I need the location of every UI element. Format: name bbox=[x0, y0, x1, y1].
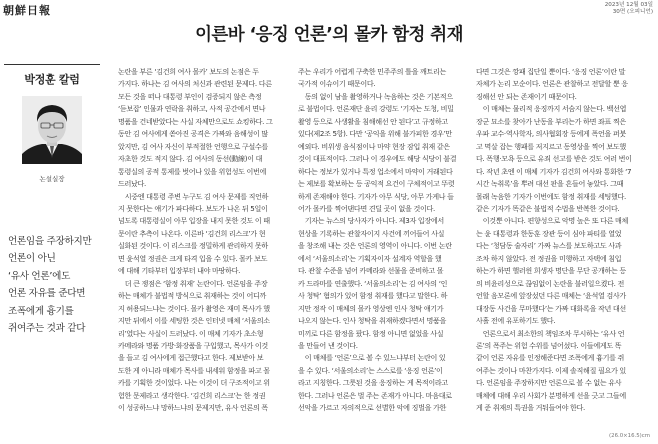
article-text-line: 게 준 취재의 특권을 거둬들여야 한다. bbox=[476, 403, 585, 413]
pull-quote bbox=[8, 233, 112, 337]
article-text-line: 것이 대표적이다. 그러나 이 경우에도 해당 식당이 불결 bbox=[298, 154, 457, 164]
article-text-line: 험한 문제라고 생각한다. ‘김건희 리스크’는 한 정권 bbox=[118, 390, 266, 400]
article-text-line: 이 성공하느냐 망하느냐의 문제지만, 유사 언론의 폭 bbox=[118, 403, 268, 413]
article-column-3 bbox=[476, 66, 648, 415]
article-text-line: 문이란 추측이 나온다. 이른바 ‘김건희 리스크’가 현 bbox=[118, 228, 266, 238]
article-text-line: 동안 김 여사에게 쏟아진 공격은 가짜와 음해성이 많 bbox=[118, 129, 268, 139]
article-text-line: 촬영 등으로 사생활을 침해해선 안 된다’고 규정하고 bbox=[298, 116, 448, 126]
article-text-line: 시간 녹취록’을 뿌려 대선 판을 흔들어 놓았다. 그때 bbox=[476, 179, 624, 189]
article-text-line: 지만 뒤에서 이를 세팅한 것은 인터넷 매체 ‘서울의소 bbox=[118, 316, 270, 326]
article-text-line: 하다는 정보가 있거나 특정 업소에서 마약이 거래된다 bbox=[298, 166, 453, 176]
article-text-line: 카메라와 명품 가방·화장품을 구입했고, 목사가 이것 bbox=[118, 340, 268, 350]
author-portrait-icon bbox=[22, 96, 82, 164]
article-text-line: 는 윤 대통령과 한동훈 장관 등이 심야 파티를 열었 bbox=[476, 228, 622, 238]
article-size-note: (26.0×16.5)cm bbox=[609, 433, 650, 439]
article-text-line: 현상을 기록하는 관찰자이지 사건에 끼어들어 사실 bbox=[298, 228, 445, 238]
article-text-line: 어가 몰카를 찍어댄다면 견딜 곳이 없을 것이다. bbox=[298, 203, 435, 213]
article-text-line: 선악을 가르고 자의적으로 선별한 악에 징벌을 가한 bbox=[298, 403, 446, 413]
article-text-line: 로 불법이다. 언론재단 윤리 강령도 ‘기자는 도청, 비밀 bbox=[298, 104, 454, 114]
article-text-line: 의 비윤리성으로 끊임없이 논란을 불러일으켰다. 전 bbox=[476, 278, 624, 288]
article-text-line: 논란을 부른 ‘김건희 여사 몰카’ 보도의 논점은 두 bbox=[118, 67, 259, 76]
newspaper-masthead: 朝鮮日報 bbox=[3, 4, 51, 17]
article-text-line: 다. 작년 초엔 이 매체 기자가 김건희 여사와 통화한 ‘7 bbox=[476, 166, 632, 176]
article-text-line: 이것뿐 아니다. 편향성으로 악명 높은 또 다른 매체 bbox=[476, 216, 629, 226]
article-headline: 이른바 ‘응징 언론’의 몰카 함정 취재 bbox=[195, 25, 463, 45]
article-text-line: 하는가 하면 핼러윈 희생자 명단을 무단 공개하는 등 bbox=[476, 266, 626, 276]
article-text-line: 을 수 있다. ‘서울의소리’는 스스로를 ‘응징 언론’이 bbox=[298, 365, 443, 375]
article-text-line: 더 큰 쟁점은 ‘함정 취재’ 논란이다. 언론임을 주장 bbox=[118, 278, 268, 288]
author-photo bbox=[22, 96, 82, 164]
pull-quote-line: 언론 자유를 준다면 bbox=[8, 288, 86, 300]
sidebar-rule bbox=[4, 64, 100, 65]
article-text-line: ‘듣보잡’ 인물과 연락을 취하고, 사적 공간에서 면나 bbox=[118, 104, 266, 114]
article-text-line: 징해선 안 되는 존재이기 때문이다. bbox=[476, 91, 577, 101]
article-text-line: 조차 하지 않았다. 전 정권을 미행하고 자택에 침입 bbox=[476, 253, 622, 263]
article-text-line: 언론으로서 최소한의 책임조차 무시하는 ‘유사 언 bbox=[476, 328, 625, 338]
article-text-line: 실화된 것이다. 이 리스크를 정밀하게 관리하지 못하 bbox=[118, 241, 268, 251]
article-text-line: 사 청탁’ 혐의가 있어 함정 취재를 했다고 말한다. 하 bbox=[298, 291, 448, 301]
article-text-line: 예외다. 비위생 음식점이나 마약 현장 잠입 취재 같은 bbox=[298, 141, 450, 151]
article-text-line: 다는 ‘청담동 술자리’ 가짜 뉴스를 보도하고도 사과 bbox=[476, 241, 622, 251]
article-text-line: 장군 묘소를 찾아가 난동을 부리는가 하면 좌표 찍은 bbox=[476, 116, 626, 126]
article-text-line: 기자는 뉴스의 당사자가 아니다. 제3자 입장에서 bbox=[298, 216, 444, 226]
article-text-line: 고 멱살 잡는 행패를 저지르고 동영상을 찍어 보도했 bbox=[476, 141, 626, 151]
article-text-line: 우파 교수·역사학자, 의사협회장 등에게 폭언을 퍼붓 bbox=[476, 129, 626, 139]
article-text-line: 사흘 전에 유포하기도 했다. bbox=[476, 316, 556, 326]
article-text-line: 같이 언론 자유를 인정해준다면 조폭에게 흉기를 쥐 bbox=[476, 353, 624, 363]
article-text-line: 에 대해 기타부터 입장부터 내야 마땅하다. bbox=[118, 266, 240, 276]
article-text-line: 매체에 대해 우리 사회가 분명하게 선을 긋고 그들에 bbox=[476, 390, 626, 400]
column-name: 박정훈 칼럼 bbox=[24, 73, 80, 86]
article-text-line: 다. 언론임을 주장하지만 언론으로 볼 수 없는 유사 bbox=[476, 378, 622, 388]
article-text-line: 지 못한다는 얘기가 파다하다. 보도가 나온 뒤 5일이 bbox=[118, 203, 268, 213]
article-text-line: 언할 음모론에 앞장섰던 다른 매체는 ‘윤석열 검사가 bbox=[476, 291, 626, 301]
article-text-line: 을 만들어 낸 것이다. bbox=[298, 340, 358, 350]
article-text-line: 에서 ‘서울의소리’는 기획자이자 설계자 역할을 했 bbox=[298, 253, 442, 263]
article-text-line: 이 매체는 물리적 응징까지 서슴지 않는다. 백선엽 bbox=[476, 104, 627, 114]
article-text-line: 있다(제2조 5항). 다만 ‘공익을 위해 불가피한 경우’만 bbox=[298, 129, 452, 139]
pull-quote-line: 조폭에게 흉기를 bbox=[8, 305, 74, 317]
article-text-line: 자체가 논리 모순이다. 언론은 관찰하고 전달할 뿐 응 bbox=[476, 79, 628, 89]
pull-quote-line: 언론임을 주장하지만 bbox=[8, 236, 92, 247]
article-text-line: 카 드라마를 연출했다. ‘서울의소리’는 김 여사의 ‘인 bbox=[298, 278, 448, 288]
pull-quote-line: ‘유사 언론’에도 bbox=[8, 270, 71, 282]
article-text-line: 라고 지칭한다. 그릇된 것을 응징하는 게 목적이라고 bbox=[298, 378, 448, 388]
article-text-line: 대장동 사건을 무마했다’는 가짜 대화록을 작년 대선 bbox=[476, 303, 626, 313]
article-text-line: 몰래 녹음한 기자가 이번에도 함정 취재를 세팅했다. bbox=[476, 191, 626, 201]
article-text-line: 나오지 않는다. 인사 청탁을 취재하겠다면서 명품을 bbox=[298, 316, 446, 326]
article-text-line: 드러났다. bbox=[118, 179, 146, 189]
pull-quote-line: 쥐여주는 것과 같다 bbox=[8, 323, 86, 335]
article-text-line: 미끼로 다른 함정을 팠다. 함정 아니면 없었을 사실 bbox=[298, 328, 444, 338]
article-text-line: 지만 정작 이 매체의 몰카 영상엔 인사 청탁 얘기가 bbox=[298, 303, 444, 313]
article-text-line: 자초한 것도 적지 않다. 김 여사의 동선(動線)이 대 bbox=[118, 154, 263, 164]
article-text-line: 주는 우리가 어렵게 구축한 민주주의 틀을 깨트리는 bbox=[298, 67, 446, 76]
article-text-line: 넘도록 대통령실이 아무 입장을 내지 못한 것도 이 때 bbox=[118, 216, 270, 226]
article-text-line: 론’의 폭주는 위험 수위를 넘어섰다. 이들에게도 똑 bbox=[476, 340, 622, 350]
article-text-line: 명품을 건네받았다는 사실 자체만으로도 쇼킹하다. 그 bbox=[118, 116, 273, 126]
article-text-line: 다. 관찰 수준을 넘어 카메라와 선물을 준비하고 몰 bbox=[298, 266, 444, 276]
article-column-1 bbox=[118, 66, 290, 415]
article-text-line: 는 제보를 확보하는 등 공익적 요건이 구체적이고 뚜렷 bbox=[298, 179, 455, 189]
article-text-line: 았지만, 김 여사 자신이 부적절한 언행으로 구설수를 bbox=[118, 141, 268, 151]
article-text-line: 을 들고 김 여사에게 접근했다고 한다. 제보받아 보 bbox=[118, 353, 264, 363]
article-text-line: 을 창조해 내는 것은 언론의 영역이 아니다. 이번 논란 bbox=[298, 241, 452, 251]
author-title: 논설실장 bbox=[39, 175, 65, 183]
article-text-line: 같은 기자가 똑같은 불법적 수법을 반복한 것이다. bbox=[476, 203, 620, 213]
article-column-2 bbox=[298, 66, 470, 415]
article-text-line: 모든 것을 떠나 대통령 부인이 검증되지 않은 측정 bbox=[118, 91, 262, 101]
article-text-line: 지 허용되느냐는 것이다. 몰카 촬영은 재미 목사가 했 bbox=[118, 303, 270, 313]
article-text-line: 가지다. 하나는 김 여사의 처신과 관련된 문제다. 다른 bbox=[118, 79, 272, 89]
article-text-line: 통령실의 공적 통제를 벗어나 있을 위험성도 이번에 bbox=[118, 166, 266, 176]
article-text-line: 여주는 것이나 마찬가지다. 이제 솔직해질 필요가 있 bbox=[476, 365, 626, 375]
article-text-line: 동의 없이 남을 촬영하거나 녹음하는 것은 기본적으 bbox=[298, 91, 453, 101]
article-text-line: 리’였다는 사실이 드러났다. 이 매체 기자가 초소형 bbox=[118, 328, 264, 338]
publish-date: 2023년 12월 03일 bbox=[604, 2, 653, 8]
article-text-line: 하는 매체가 불법적 방식으로 취재하는 것이 어디까 bbox=[118, 291, 266, 301]
article-text-line: 도한 게 아니라 매체가 목사를 내세워 함정을 파고 몰 bbox=[118, 365, 270, 375]
pull-quote-line: 언론이 아닌 bbox=[8, 253, 56, 265]
article-text-line: 카를 기획한 것이었다. 나는 이것이 더 구조적이고 위 bbox=[118, 378, 270, 388]
article-text-line: 이 매체를 ‘언론’으로 볼 수 있느냐부터 논란이 있 bbox=[298, 353, 446, 363]
column-sidebar bbox=[0, 62, 112, 442]
article-text-line: 국가적 이슈이기 때문이다. bbox=[298, 79, 376, 89]
article-text-line: 다면 그것은 깡패 집단일 뿐이다. ‘응징 언론’이란 말 bbox=[476, 67, 626, 76]
page-section: 30면 (오피니언) bbox=[612, 9, 653, 15]
article-text-line: 다. 폭행·모욕 등으로 유죄 선고를 받은 것도 여러 번이 bbox=[476, 154, 632, 164]
article-text-line: 하게 존재해야 한다. 기자가 아무 식당, 아무 가게나 들 bbox=[298, 191, 454, 201]
article-text-line: 면 윤석열 정권은 크게 타격 입을 수 있다. 몰카 보도 bbox=[118, 253, 268, 263]
article-text-line: 시중엔 대통령 주변 누구도 김 여사 문제를 직언하 bbox=[118, 191, 269, 201]
article-text-line: 한다. 그러나 언론은 벌 주는 존재가 아니다. 마음대로 bbox=[298, 390, 452, 400]
dateline bbox=[605, 2, 653, 16]
